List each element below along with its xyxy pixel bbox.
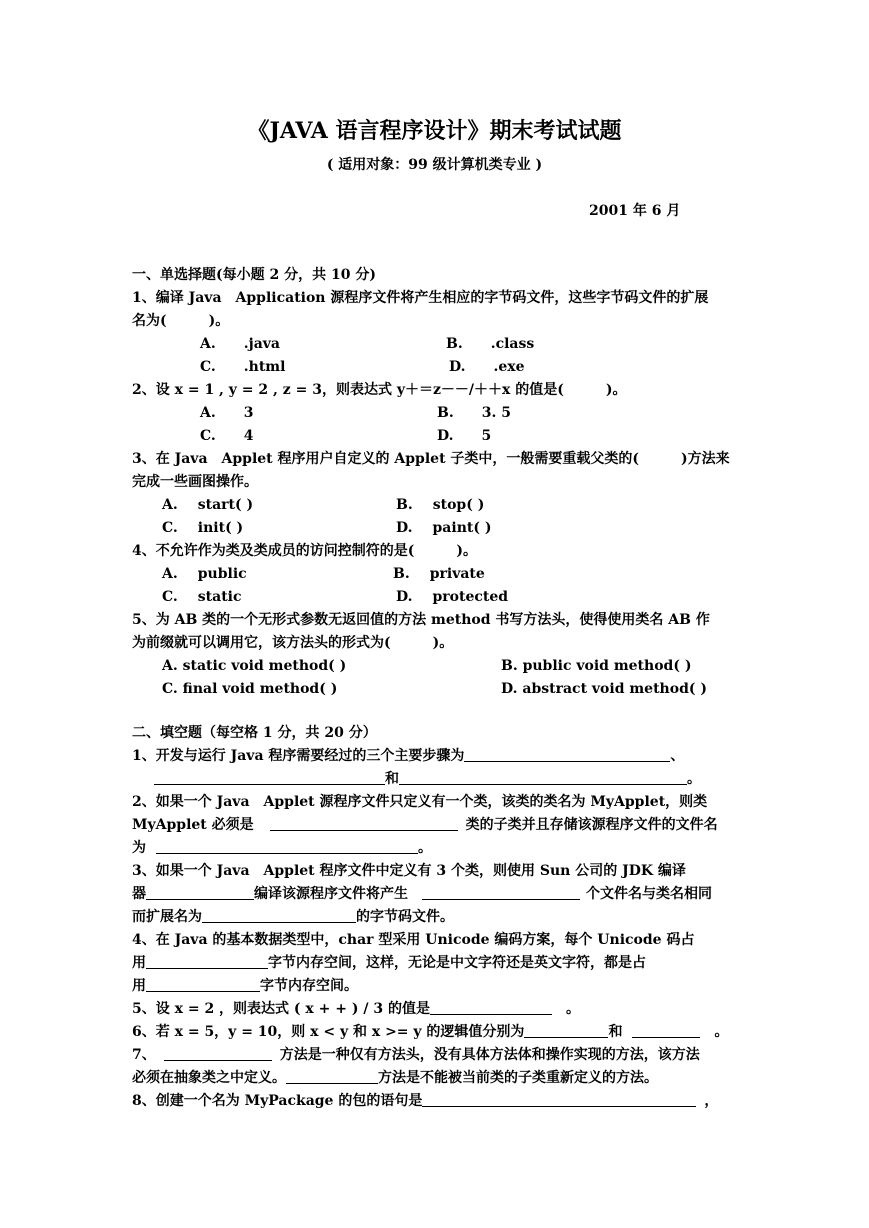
blank [464, 747, 670, 762]
q1-option-a: A. .java [200, 336, 280, 352]
exam-subtitle: ( 适用对象：99 级计算机类专业 ) [326, 157, 543, 173]
q4-line1: 4、不允许作为类及类成员的访问控制符的是( )。 [132, 543, 477, 559]
blank [202, 908, 356, 923]
exam-title: 《JAVA 语言程序设计》期末考试试题 [247, 118, 622, 144]
fill-q7-line2: 必须在抽象类之中定义。 方法是不能被当前类的子类重新定义的方法。 [132, 1070, 658, 1086]
fill-q3-line2: 器 编译该源程序文件将产生 个文件名与类名相同 [132, 886, 712, 902]
q1-option-b: B. .class [446, 336, 535, 352]
q2-option-a: A. 3 [200, 405, 254, 421]
q3-option-c: C. init( ) [162, 520, 244, 536]
q2-option-c: C. 4 [200, 428, 254, 444]
q4-option-b: B. private [393, 566, 485, 582]
blank [399, 770, 687, 785]
q3-option-a: A. start( ) [162, 497, 254, 513]
q5-option-b: B. public void method( ) [501, 658, 692, 674]
fill-q4-line1: 4、在 Java 的基本数据类型中，char 型采用 Unicode 编码方案，每个 Unicode 码占 [132, 932, 695, 948]
q3-line1: 3、在 Java Applet 程序用户自定义的 Applet 子类中，一般需要重载父类的( )方法来 [132, 451, 730, 467]
q4-option-c: C. static [162, 589, 242, 605]
fill-q6: 6、若 x = 5，y = 10，则 x < y 和 x >= y 的逻辑值分别为 和 。 [132, 1024, 729, 1040]
section2-heading: 二、填空题（每空格 1 分，共 20 分） [132, 725, 377, 741]
section1-heading: 一、单选择题(每小题 2 分，共 10 分) [132, 267, 376, 283]
q5-option-d: D. abstract void method( ) [501, 681, 707, 697]
blank [270, 816, 458, 831]
fill-q8: 8、创建一个名为 MyPackage 的包的语句是 ， [132, 1093, 719, 1109]
blank [524, 1023, 608, 1038]
fill-q7-line1: 7、 方法是一种仅有方法头，没有具体方法体和操作实现的方法，该方法 [132, 1047, 700, 1063]
blank [164, 1046, 272, 1061]
fill-q4-line3: 用 字节内存空间。 [132, 978, 358, 994]
q1-option-d: D. .exe [449, 359, 525, 375]
fill-q2-line1: 2、如果一个 Java Applet 源程序文件只定义有一个类，该类的类名为 MyApplet，则类 [132, 794, 708, 810]
q5-option-a: A. static void method( ) [162, 658, 347, 674]
blank [430, 1000, 552, 1015]
q3-line2: 完成一些画图操作。 [132, 474, 258, 490]
blank [422, 1092, 696, 1107]
exam-date: 2001 年 6 月 [589, 203, 681, 219]
q1-line1: 1、编译 Java Application 源程序文件将产生相应的字节码文件，这些字节码文件的扩展 [132, 290, 709, 306]
q2-line1: 2、设 x = 1 , y = 2 , z = 3，则表达式 y＋＝z－－/＋＋x 的值是( )。 [132, 382, 627, 398]
fill-q3-line3: 而扩展名为 的字节码文件。 [132, 909, 454, 925]
q5-line1: 5、为 AB 类的一个无形式参数无返回值的方法 method 书写方法头，使得使用类名 AB 作 [132, 612, 710, 628]
blank [146, 977, 260, 992]
fill-q2-line3: 为 。 [132, 840, 432, 856]
fill-q3-line1: 3、如果一个 Java Applet 程序文件中定义有 3 个类，则使用 Sun 公司的 JDK 编译 [132, 863, 686, 879]
q4-option-d: D. protected [396, 589, 509, 605]
fill-q2-line2: MyApplet 必须是 类的子类并且存储该源程序文件的文件名 [132, 817, 718, 833]
fill-q1-line2: 和 。 [132, 770, 701, 788]
blank [154, 770, 385, 785]
q5-line2: 为前缀就可以调用它，该方法头的形式为( )。 [132, 635, 454, 651]
blank [632, 1023, 700, 1038]
blank [422, 885, 580, 900]
fill-q5: 5、设 x = 2 ，则表达式 ( x + + ) / 3 的值是 。 [132, 1001, 580, 1017]
q2-option-b: B. 3. 5 [437, 405, 511, 421]
blank [156, 839, 418, 854]
q3-option-b: B. stop( ) [396, 497, 485, 513]
blank [286, 1069, 378, 1084]
q1-option-c: C. .html [200, 359, 286, 375]
blank [146, 885, 254, 900]
q2-option-d: D. 5 [437, 428, 492, 444]
q3-option-d: D. paint( ) [396, 520, 492, 536]
blank [146, 954, 268, 969]
q1-line2: 名为( )。 [132, 313, 230, 329]
q5-option-c: C. final void method( ) [162, 681, 338, 697]
q4-option-a: A. public [162, 566, 247, 582]
fill-q4-line2: 用 字节内存空间，这样，无论是中文字符还是英文字符，都是占 [132, 955, 646, 971]
fill-q1-line1: 1、开发与运行 Java 程序需要经过的三个主要步骤为 、 [132, 748, 685, 764]
